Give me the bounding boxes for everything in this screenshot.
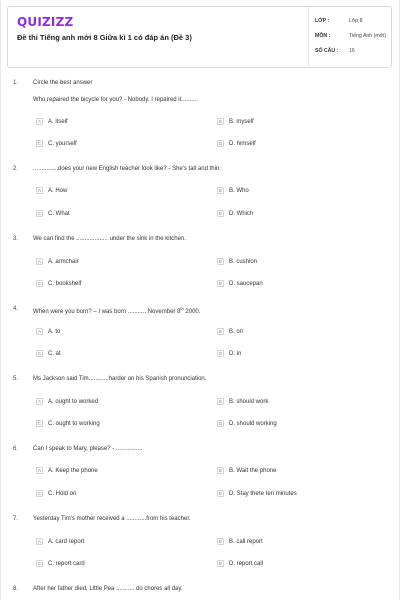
question-text: Can I speak to Mary, please? - ................: [33, 446, 143, 452]
option-text: B. on: [229, 328, 244, 335]
meta-label: SỐ CÂU :: [315, 48, 339, 54]
option-letter-box: A: [37, 259, 41, 264]
question-number: 1.: [13, 80, 19, 86]
option-letter-box: D: [218, 561, 223, 566]
meta-value: Lớp 8: [349, 18, 363, 24]
option-letter-box: C: [37, 281, 42, 286]
option-text: D. should working: [229, 420, 277, 427]
answer-option[interactable]: [36, 140, 77, 147]
question-number: 3.: [13, 236, 19, 242]
meta-label: MÔN :: [315, 33, 331, 39]
question-text: We can find the ................... under the sink in the kitchen.: [33, 236, 186, 242]
option-text: C. yourself: [48, 140, 77, 147]
option-text: A. armchair: [48, 258, 79, 265]
header-divider: [308, 7, 309, 67]
question-text-before: When were you born? – I was born ........... November 8: [33, 309, 181, 315]
option-letter-box: B: [218, 329, 222, 334]
question-text: Ms Jackson said Tim............harder on his Spanish pronunciation.: [33, 376, 207, 382]
option-letter-box: C: [37, 421, 42, 426]
option-letter-box: D: [218, 351, 223, 356]
option-letter-box: B: [218, 539, 222, 544]
answer-option[interactable]: [36, 280, 81, 287]
question-text: After her father died, Little Pea ........... do chores all day.: [33, 586, 183, 592]
meta-value: 16: [349, 48, 355, 54]
answer-option[interactable]: [36, 560, 85, 567]
option-text: D. Stay there ten minutes: [229, 490, 297, 497]
option-letter-box: C: [37, 561, 42, 566]
option-text: D. in: [229, 350, 242, 357]
question-number: 6.: [13, 446, 19, 452]
option-letter-box: C: [37, 491, 42, 496]
answer-option[interactable]: [217, 538, 263, 545]
answer-option[interactable]: [36, 258, 79, 265]
option-letter-box: A: [37, 119, 41, 124]
question-instruction: Circle the best answer: [33, 80, 93, 86]
option-letter-box: D: [218, 491, 223, 496]
answer-option[interactable]: [36, 538, 84, 545]
option-letter-box: B: [218, 399, 222, 404]
option-letter-box: A: [37, 188, 41, 193]
answer-option[interactable]: [36, 118, 68, 125]
option-letter-box: D: [218, 421, 223, 426]
option-letter-box: A: [37, 329, 41, 334]
option-text: B. call report: [229, 538, 263, 545]
answer-option[interactable]: [217, 118, 254, 125]
option-letter-box: A: [37, 468, 41, 473]
option-text: A. to: [48, 328, 61, 335]
question-text: Who repaired the bicycle for you? - Nobody. I repaired it..........: [33, 97, 198, 103]
meta-label: LỚP :: [315, 18, 330, 24]
question-text: [33, 306, 200, 315]
option-letter-box: B: [218, 259, 222, 264]
answer-option[interactable]: [36, 398, 98, 405]
option-letter-box: B: [218, 468, 222, 473]
question-number: 5.: [13, 376, 19, 382]
answer-option[interactable]: [36, 420, 100, 427]
page-border-left: [0, 0, 1, 600]
option-text: C. What: [48, 210, 70, 217]
option-text: D. Which: [229, 210, 254, 217]
option-text: D. report call: [229, 560, 264, 567]
option-letter-box: D: [218, 281, 223, 286]
answer-option[interactable]: [36, 350, 61, 357]
answer-option[interactable]: [217, 210, 253, 217]
quizizz-logo: QUIZIZZ: [17, 15, 74, 29]
answer-option[interactable]: [217, 420, 277, 427]
question-text: Yesterday Tim's mother received a ............from his teacher.: [33, 516, 191, 522]
meta-value: Tiếng Anh (mới): [349, 33, 386, 39]
option-text: C. Hold on: [48, 490, 77, 497]
answer-option[interactable]: [36, 467, 98, 474]
answer-option[interactable]: [217, 140, 256, 147]
option-text: B. Wait the phone: [229, 467, 277, 474]
option-letter-box: A: [37, 399, 41, 404]
meta-subject: [315, 33, 386, 39]
ordinal-suffix: th: [180, 306, 184, 311]
question-number: 4.: [13, 306, 19, 312]
option-letter-box: D: [218, 211, 223, 216]
option-text: C. ought to working: [48, 420, 100, 427]
option-text: B. myself: [229, 118, 254, 125]
worksheet-header: [7, 6, 392, 68]
option-letter-box: B: [218, 119, 222, 124]
answer-option[interactable]: [36, 210, 70, 217]
answer-option[interactable]: [217, 467, 276, 474]
answer-option[interactable]: [36, 328, 60, 335]
document-title: Đề thi Tiếng anh mới 8 Giữa kì 1 có đáp án (Đề 3): [17, 33, 192, 42]
option-text: A. card report: [48, 538, 85, 545]
option-text: B. should work: [229, 398, 269, 405]
question-text-after: 2000.: [183, 309, 201, 315]
option-letter-box: C: [37, 211, 42, 216]
option-text: B. cushion: [229, 258, 258, 265]
answer-option[interactable]: [217, 350, 241, 357]
question-number: 7.: [13, 516, 19, 522]
question-number: 8.: [13, 586, 19, 592]
answer-option[interactable]: [217, 258, 257, 265]
answer-option[interactable]: [36, 490, 76, 497]
option-letter-box: C: [37, 141, 42, 146]
option-letter-box: A: [37, 539, 41, 544]
answer-option[interactable]: [217, 490, 297, 497]
option-text: A. How: [48, 187, 68, 194]
answer-option[interactable]: [36, 187, 67, 194]
answer-option[interactable]: [217, 328, 243, 335]
option-text: A. Keep the phone: [48, 467, 98, 474]
answer-option[interactable]: [217, 398, 268, 405]
question-text: ...............does your new English teacher look like? - She's tall and thin.: [33, 166, 221, 172]
option-text: D. himself: [229, 140, 256, 147]
option-letter-box: B: [218, 188, 222, 193]
option-text: B. Who: [229, 187, 249, 194]
answer-option[interactable]: [217, 187, 249, 194]
option-text: D. saucepan: [229, 280, 263, 287]
option-text: A. itself: [48, 118, 68, 125]
answer-option[interactable]: [217, 280, 263, 287]
answer-option[interactable]: [217, 560, 263, 567]
option-text: C. report card: [48, 560, 85, 567]
option-text: A. ought to worked: [48, 398, 99, 405]
meta-grade: [315, 18, 363, 24]
option-letter-box: D: [218, 141, 223, 146]
option-text: C. at: [48, 350, 61, 357]
option-letter-box: C: [37, 351, 42, 356]
meta-question-count: [315, 48, 355, 54]
option-text: C. bookshelf: [48, 280, 82, 287]
question-number: 2.: [13, 166, 19, 172]
